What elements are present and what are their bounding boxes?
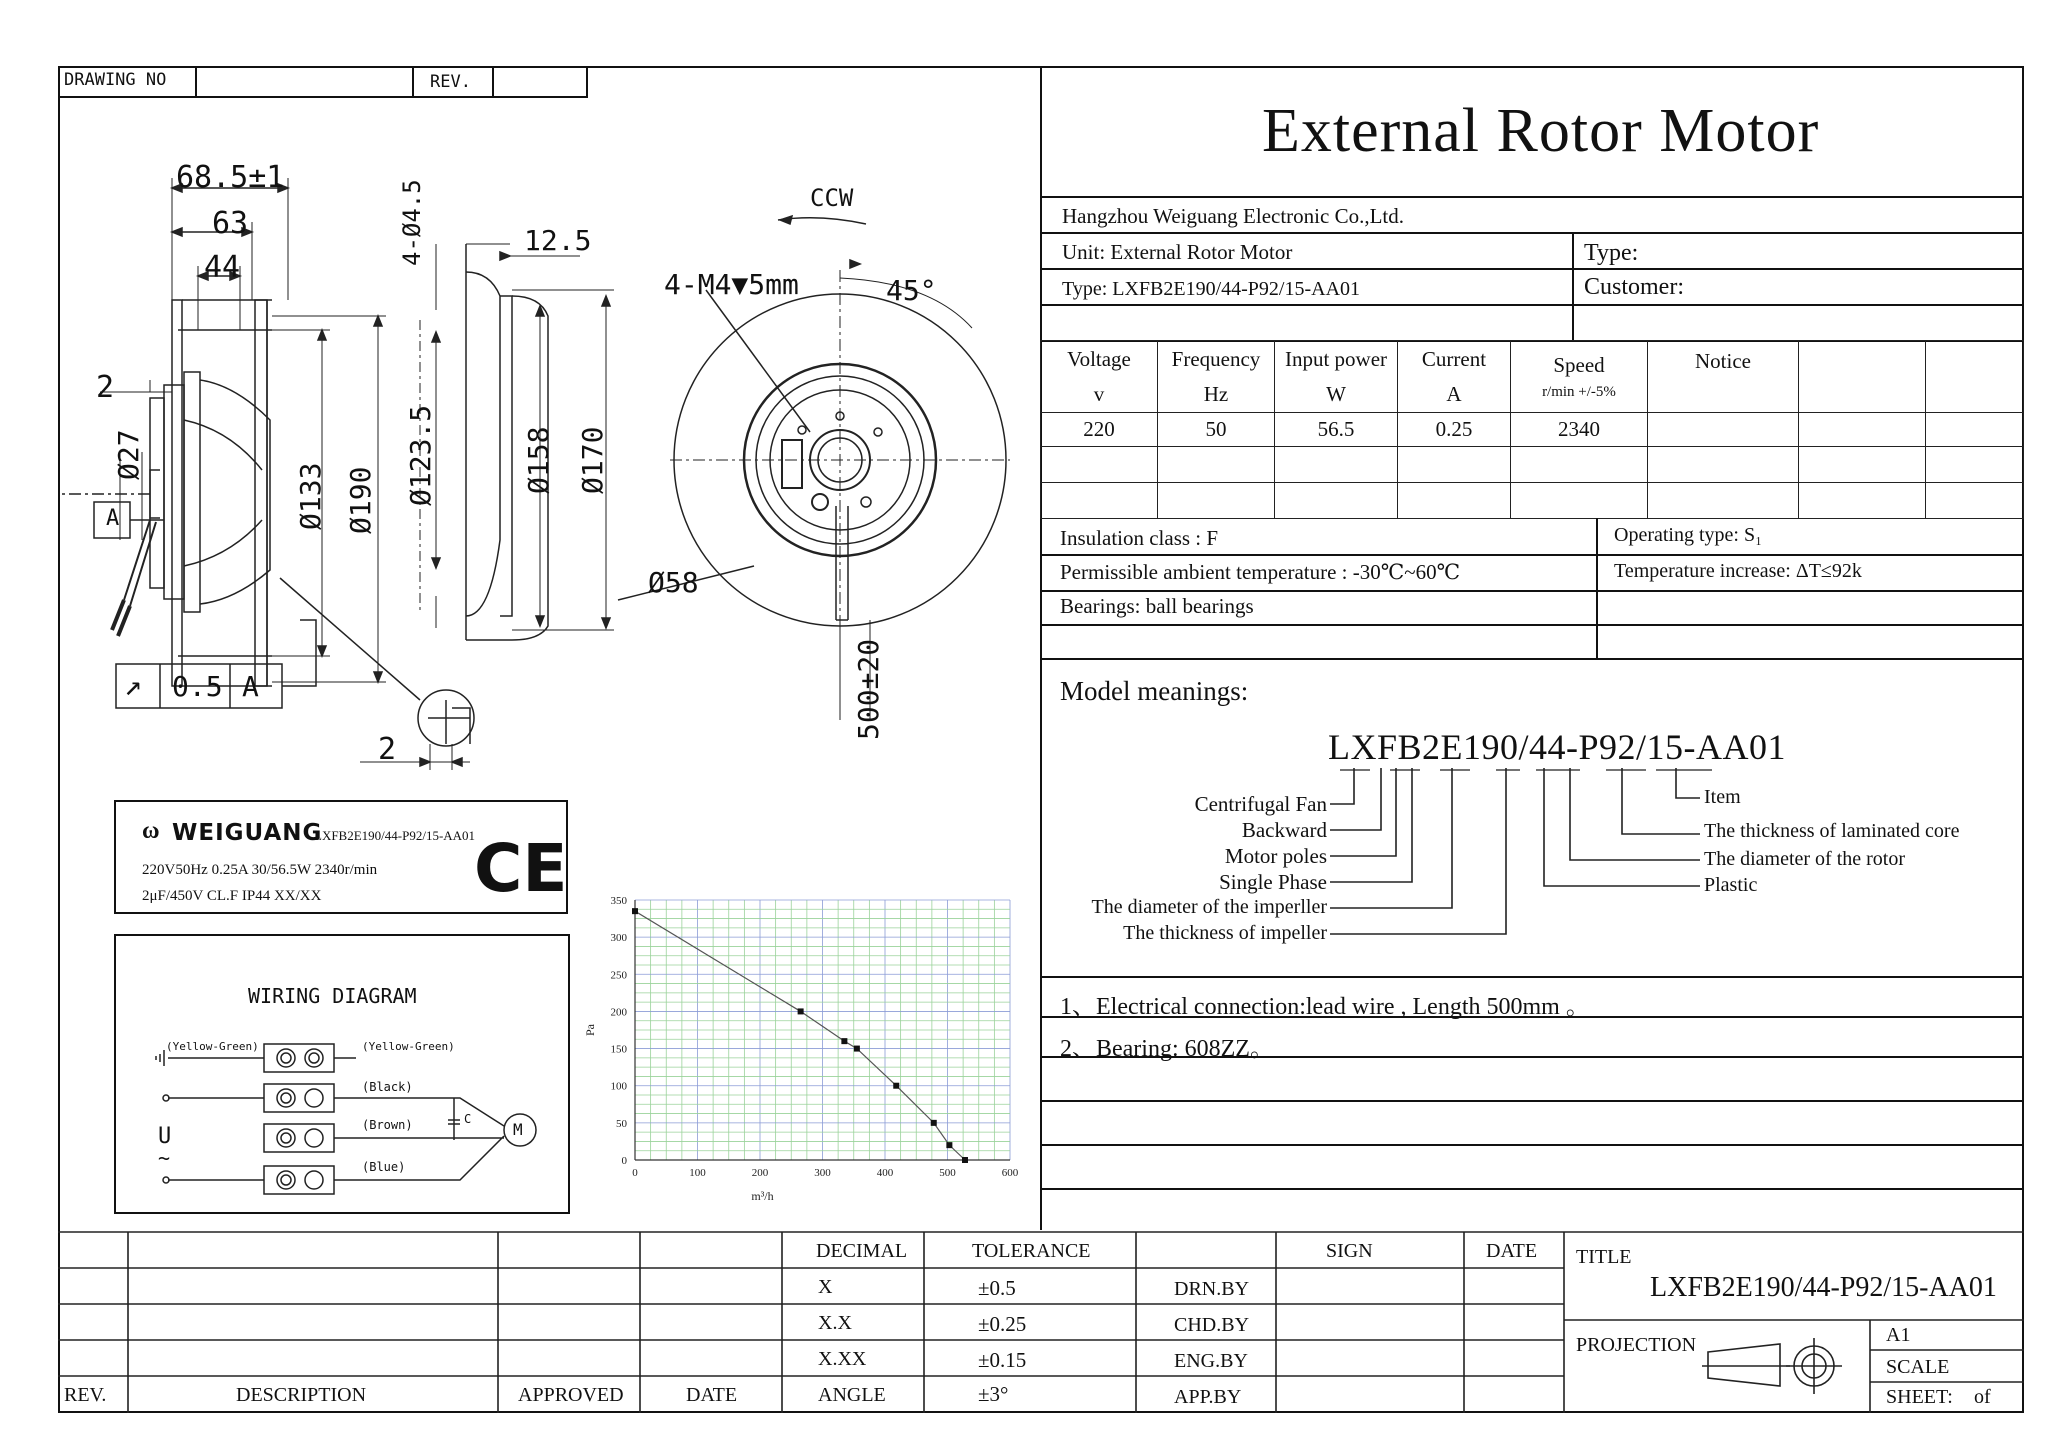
operating-type: Operating type: S₁	[1614, 524, 1763, 546]
tb-rev: REV.	[64, 1384, 107, 1406]
dim-diameter-158: Ø158	[522, 426, 555, 494]
datum-a-label: A	[106, 506, 120, 531]
y-tick-label: 300	[610, 932, 627, 945]
supply-u: U	[158, 1124, 172, 1149]
dim-12-5: 12.5	[524, 224, 592, 257]
label-plastic: Plastic	[1704, 874, 1758, 896]
wiring-schematic	[114, 934, 570, 1214]
runout-value: 0.5	[172, 670, 223, 703]
bearings: Bearings: ball bearings	[1060, 594, 1254, 618]
wire-label-blue: (Blue)	[362, 1160, 406, 1174]
rev-divider-2	[492, 66, 494, 98]
data-point	[854, 1046, 860, 1052]
tb-description: DESCRIPTION	[236, 1384, 367, 1406]
y-tick-label: 200	[610, 1006, 627, 1019]
rev-divider-1	[412, 66, 414, 98]
tb-tol-4: ±3°	[978, 1382, 1009, 1406]
terminal-block	[264, 1044, 334, 1194]
tb-approved: APPROVED	[518, 1384, 624, 1406]
dim-44: 44	[204, 250, 241, 285]
type-label: Type:	[1584, 240, 1639, 266]
td-speed: 2340	[1511, 413, 1648, 447]
data-point	[946, 1142, 952, 1148]
drawing-no-divider	[195, 66, 197, 98]
unit-line: Unit: External Rotor Motor	[1062, 240, 1293, 264]
x-tick-label: 300	[814, 1167, 831, 1179]
ambient-temperature: Permissible ambient temperature : -30℃~60℃	[1060, 560, 1461, 584]
label-laminated-core: The thickness of laminated core	[1704, 820, 1960, 842]
th-input-power: Input power W	[1275, 341, 1398, 413]
th-notice: Notice	[1648, 341, 1799, 413]
x-tick-label: 400	[876, 1167, 894, 1179]
performance-chart	[580, 880, 1030, 1203]
tb-tolerance-label: TOLERANCE	[972, 1240, 1091, 1262]
dim-2-left: 2	[96, 370, 115, 405]
brand-logo-icon: ω	[142, 818, 160, 844]
td-empty	[1511, 447, 1648, 483]
data-point	[962, 1157, 968, 1163]
tb-scale-label: SCALE	[1886, 1356, 1950, 1378]
tb-decimal-label: DECIMAL	[816, 1240, 908, 1262]
td-empty	[1158, 483, 1275, 519]
data-point	[841, 1038, 847, 1044]
runout-arrow-icon: ↗	[124, 668, 143, 703]
td-empty	[1275, 447, 1398, 483]
td-empty	[1799, 413, 1926, 447]
type-line: Type: LXFB2E190/44-P92/15-AA01	[1062, 278, 1361, 300]
rule	[1040, 624, 2024, 626]
dim-68-5: 68.5±1	[176, 160, 285, 195]
y-tick-label: 100	[610, 1080, 627, 1093]
th-empty	[1799, 341, 1926, 413]
brand-name: WEIGUANG	[172, 820, 323, 846]
td-current: 0.25	[1398, 413, 1511, 447]
label-motor-poles: Motor poles	[1224, 844, 1327, 868]
temperature-increase: Temperature increase: ΔT≤92k	[1614, 560, 1862, 582]
label-backward: Backward	[1241, 818, 1327, 842]
td-empty	[1648, 483, 1799, 519]
tb-projection-label: PROJECTION	[1576, 1334, 1697, 1356]
rule	[1040, 196, 2024, 198]
wire-label-black: (Black)	[362, 1080, 413, 1094]
th-voltage: Voltage v	[1041, 341, 1158, 413]
tb-role-eng: ENG.BY	[1174, 1350, 1248, 1372]
td-input-power: 56.5	[1275, 413, 1398, 447]
note-1: 1、Electrical connection:lead wire , Length 500mm 。	[1060, 994, 1590, 1020]
wiring-title: WIRING DIAGRAM	[248, 984, 417, 1008]
wire-label-yg-right: (Yellow-Green)	[362, 1040, 455, 1053]
data-point	[931, 1120, 937, 1126]
td-empty	[1799, 483, 1926, 519]
rule	[1040, 1100, 2024, 1102]
tb-decimal-x: X	[818, 1276, 833, 1298]
label-impeller-thickness: The thickness of impeller	[1123, 922, 1327, 944]
x-tick-label: 500	[939, 1167, 956, 1179]
x-axis-label: m³/h	[751, 1189, 774, 1203]
x-tick-label: 600	[1001, 1167, 1019, 1179]
rev-label: REV.	[430, 72, 471, 92]
tb-role-app: APP.BY	[1174, 1386, 1242, 1408]
x-tick-label: 100	[689, 1167, 706, 1179]
rule	[1040, 268, 2024, 270]
tb-tol-2: ±0.25	[978, 1312, 1027, 1336]
td-empty	[1398, 483, 1511, 519]
capacitor-label: C	[464, 1112, 472, 1126]
model-meanings-heading: Model meanings:	[1060, 676, 1249, 706]
wire-label-yg-left: (Yellow-Green)	[166, 1040, 259, 1053]
rule	[1040, 658, 2024, 660]
dim-lead-length: 500±20	[852, 638, 885, 740]
dim-diameter-170: Ø170	[576, 426, 609, 494]
rule	[1040, 554, 2024, 556]
nameplate-line-1: 220V50Hz 0.25A 30/56.5W 2340r/min	[142, 862, 378, 878]
rule	[1040, 976, 2024, 978]
spec-table	[1040, 340, 2024, 519]
dim-2-detail: 2	[378, 732, 397, 767]
y-tick-label: 350	[610, 895, 627, 907]
drawing-no-label: DRAWING NO	[64, 70, 167, 90]
nameplate-model: LXFB2E190/44-P92/15-AA01	[314, 828, 476, 843]
tb-sign-label: SIGN	[1326, 1240, 1373, 1262]
y-axis-label: Pa	[583, 1024, 597, 1036]
tb-sheet-label: SHEET:	[1886, 1386, 1953, 1408]
td-empty	[1926, 447, 2024, 483]
tb-role-drn: DRN.BY	[1174, 1278, 1250, 1300]
th-speed: Speed r/min +/-5%	[1511, 341, 1648, 413]
dim-diameter-133: Ø133	[294, 462, 327, 530]
angle-label: 45°	[886, 274, 937, 307]
ccw-label: CCW	[810, 184, 854, 212]
data-point	[798, 1008, 804, 1014]
tb-tol-3: ±0.15	[978, 1348, 1027, 1372]
td-voltage: 220	[1041, 413, 1158, 447]
y-tick-label: 250	[610, 969, 627, 982]
customer-label: Customer:	[1584, 274, 1684, 300]
th-empty	[1926, 341, 2024, 413]
dim-63: 63	[212, 206, 249, 241]
td-empty	[1275, 483, 1398, 519]
thread-label: 4-M4▼5mm	[664, 268, 799, 301]
insulation-class: Insulation class : F	[1060, 526, 1219, 550]
page-title: External Rotor Motor	[1262, 97, 1820, 165]
tb-title-label: TITLE	[1576, 1246, 1632, 1268]
tb-date-label: DATE	[1486, 1240, 1538, 1262]
tb-tol-1: ±0.5	[978, 1276, 1016, 1300]
td-empty	[1398, 447, 1511, 483]
td-empty	[1799, 447, 1926, 483]
td-empty	[1926, 413, 2024, 447]
runout-datum: A	[242, 670, 259, 703]
wire-label-brown: (Brown)	[362, 1118, 413, 1132]
tb-role-chd: CHD.BY	[1174, 1314, 1250, 1336]
tb-date: DATE	[686, 1384, 738, 1406]
td-empty	[1158, 447, 1275, 483]
y-tick-label: 0	[621, 1155, 627, 1167]
dim-4-hole: 4-Ø4.5	[398, 179, 426, 266]
dim-diameter-190: Ø190	[344, 466, 377, 534]
company-name: Hangzhou Weiguang Electronic Co.,Ltd.	[1062, 204, 1404, 228]
data-point	[893, 1083, 899, 1089]
th-current: Current A	[1398, 341, 1511, 413]
label-single-phase: Single Phase	[1219, 870, 1327, 894]
td-frequency: 50	[1158, 413, 1275, 447]
label-impeller-diameter: The diameter of the imperller	[1091, 896, 1327, 918]
tb-decimal-xx: X.X	[818, 1312, 852, 1334]
td-notice	[1648, 413, 1799, 447]
td-empty	[1648, 447, 1799, 483]
y-tick-label: 150	[610, 1043, 627, 1056]
x-tick-label: 200	[751, 1167, 769, 1179]
data-point	[632, 908, 638, 914]
supply-tilde: ~	[158, 1146, 171, 1170]
dim-diameter-27: Ø27	[112, 429, 145, 480]
label-rotor-diameter: The diameter of the rotor	[1704, 848, 1906, 870]
rule	[1040, 590, 2024, 592]
rule	[1040, 232, 2024, 234]
x-tick-label: 0	[632, 1167, 638, 1179]
rule	[1040, 1188, 2024, 1190]
tb-decimal-xxx: X.XX	[818, 1348, 867, 1370]
model-leader-lines	[1040, 760, 2024, 950]
td-empty	[1041, 483, 1158, 519]
th-frequency: Frequency Hz	[1158, 341, 1275, 413]
tb-size: A1	[1886, 1324, 1911, 1346]
tb-of-label: of	[1974, 1386, 1991, 1408]
label-centrifugal-fan: Centrifugal Fan	[1194, 792, 1327, 816]
rule-divider	[1572, 232, 1574, 340]
note-2: 2、Bearing: 608ZZ。	[1060, 1036, 1274, 1062]
label-item: Item	[1704, 786, 1741, 808]
rule	[1040, 304, 2024, 306]
dim-diameter-123-5: Ø123.5	[404, 404, 437, 506]
td-empty	[1926, 483, 2024, 519]
dim-diameter-58: Ø58	[648, 566, 699, 599]
rule	[1040, 1144, 2024, 1146]
nameplate-line-2: 2μF/450V CL.F IP44 XX/XX	[142, 888, 322, 904]
td-empty	[1511, 483, 1648, 519]
ce-mark: CE	[474, 830, 568, 907]
y-tick-label: 50	[616, 1117, 627, 1130]
tb-title-value: LXFB2E190/44-P92/15-AA01	[1650, 1272, 1997, 1303]
td-empty	[1041, 447, 1158, 483]
motor-label: M	[513, 1120, 523, 1139]
rule-divider	[1596, 518, 1598, 660]
model-code: LXFB2E190/44-P92/15-AA01	[1328, 727, 1787, 767]
tb-decimal-angle: ANGLE	[818, 1384, 886, 1406]
